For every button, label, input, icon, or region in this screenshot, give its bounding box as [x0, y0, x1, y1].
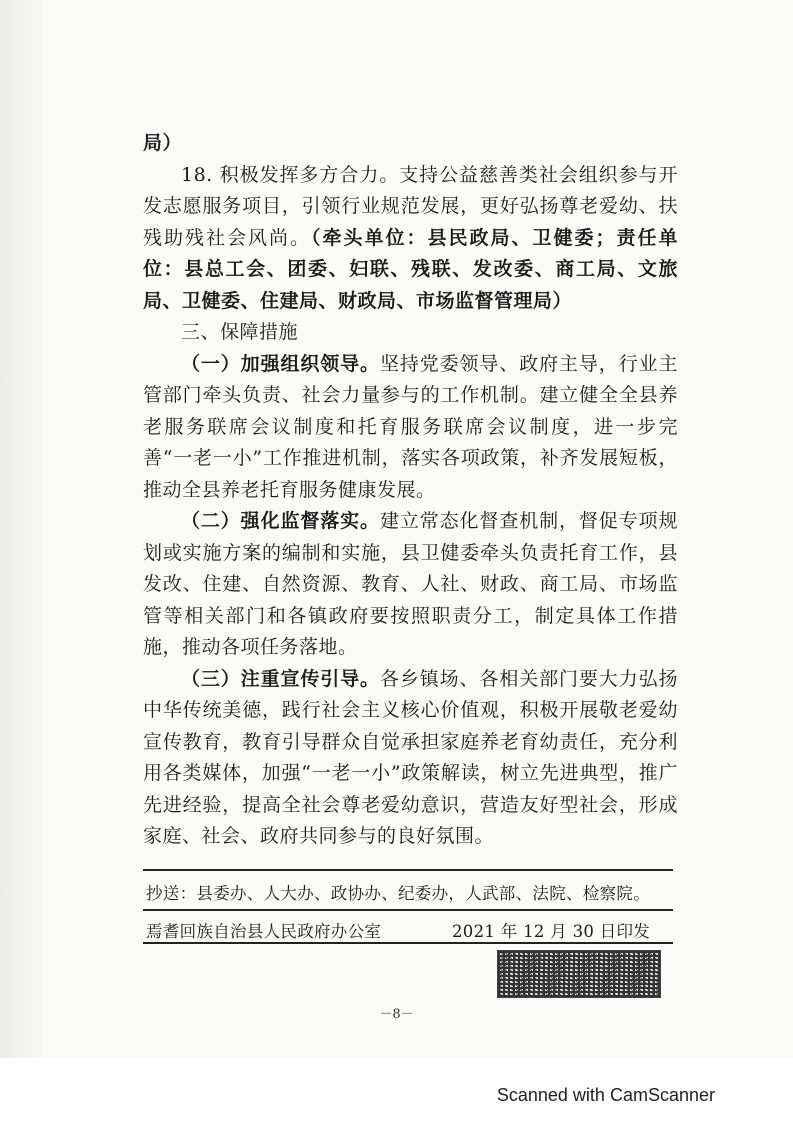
measure-2-text: 建立常态化督查机制，督促专项规划或实施方案的编制和实施，县卫健委牵头负责托育工作，县发改、住建、自然资源、教育、人社、财政、商工局、市场监管等相关部门和各镇政府要按照职责分工，制定具体工作措施，推动各项任务落地。: [143, 510, 678, 658]
measure-1: [143, 349, 678, 507]
document-body: [143, 128, 678, 853]
item-18: [143, 160, 678, 318]
page-number: －8－: [379, 1007, 414, 1022]
footer-divider-top: [143, 869, 673, 871]
measure-2-title: （二）强化监督落实。: [181, 510, 380, 532]
item-18-units: （牵头单位：县民政局、卫健委；责任单位：县总工会、团委、妇联、残联、发改委、商工局、文旅局、卫健委、住建局、财政局、市场监督管理局）: [143, 226, 678, 312]
barcode-image: [497, 950, 661, 998]
cc-line: 抄送：县委办、人大办、政协办、纪委办，人武部、法院、检察院。: [146, 884, 650, 903]
issuer-office: 焉耆回族自治县人民政府办公室: [146, 922, 382, 941]
scan-shadow-edge: [0, 0, 42, 1058]
measure-3-title: （三）注重宣传引导。: [181, 667, 380, 690]
measure-1-text: 坚持党委领导、政府主导，行业主管部门牵头负责、社会力量参与的工作机制。建立健全全县养老服务联席会议制度和托育服务联席会议制度，进一步完善“一老一小”工作推进机制，落实各项政策，补齐发展短板，推动全县养老托育服务健康发展。: [143, 352, 678, 501]
camscanner-watermark: Scanned with CamScanner: [496, 1085, 715, 1105]
footer-divider-bottom: [143, 942, 673, 944]
section-3-heading: 三、保障措施: [181, 321, 299, 343]
measure-2: [143, 506, 678, 664]
footer-divider-middle: [143, 909, 673, 911]
measure-3: [143, 664, 678, 853]
measure-1-title: （一）加强组织领导。: [181, 352, 380, 375]
item-18-text: 18. 积极发挥多方合力。支持公益慈善类社会组织参与开发志愿服务项目，引领行业规范发展，更好弘扬尊老爱幼、扶残助残社会风尚。: [143, 163, 678, 249]
continuation-text: 局）: [143, 132, 183, 154]
measure-3-text: 各乡镇场、各相关部门要大力弘扬中华传统美德，践行社会主义核心价值观，积极开展敬老爱幼宣传教育，教育引导群众自觉承担家庭养老育幼责任，充分利用各类媒体，加强“一老一小”政策解读，树立先进典型，推广先进经验，提高全社会尊老爱幼意识，营造友好型社会，形成家庭、社会、政府共同参与的良好氛围。: [143, 667, 678, 847]
issue-date: 2021 年 12 月 30 日印发: [452, 922, 651, 941]
